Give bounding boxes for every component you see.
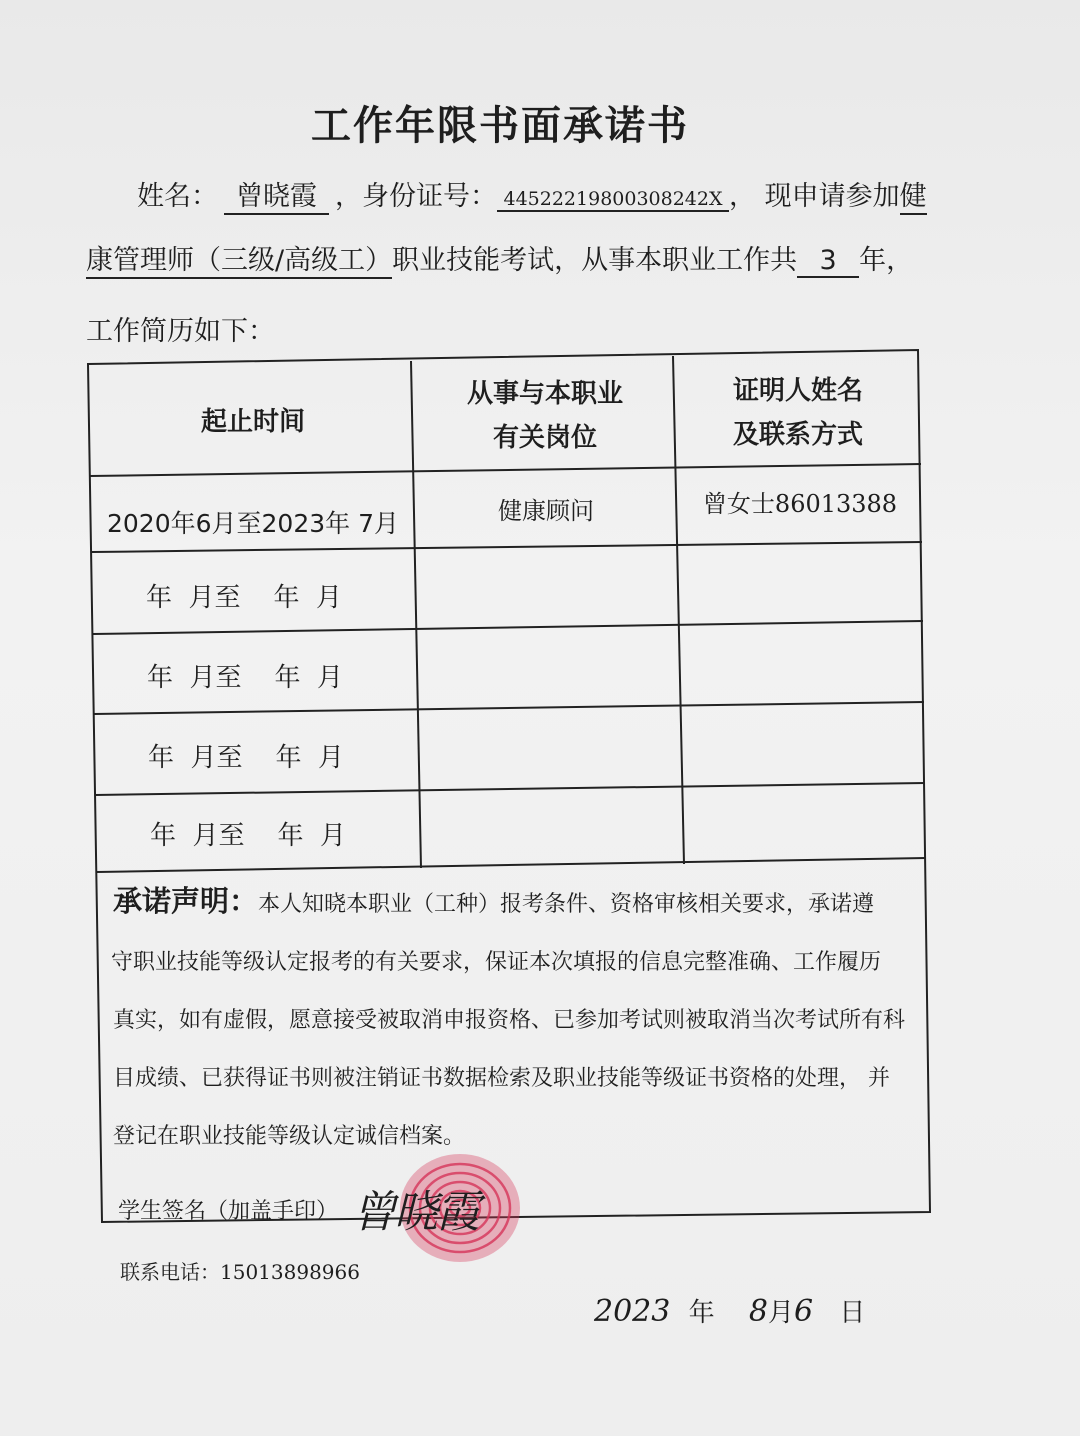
signature-label: 学生签名（加盖手印） (118, 1199, 339, 1224)
document-title: 工作年限书面承诺书 (311, 103, 689, 149)
statement-line-2: 守职业技能等级认定报考的有关要求，保证本次填报的信息完整准确、工作履历 (111, 950, 882, 975)
apply-text: ， 现申请参加 (729, 181, 900, 212)
row-1-witness: 曾女士86013388 (702, 490, 898, 518)
row-4-period: 年 月至 年 月 (147, 743, 345, 773)
header-position (414, 366, 676, 466)
header-witness-line1: 证明人姓名 (732, 376, 863, 406)
phone-number: 15013898966 (220, 1260, 360, 1284)
row-3-period: 年 月至 年 月 (146, 663, 344, 693)
row-5-period: 年 月至 年 月 (149, 821, 347, 851)
date-day-label: 日 (839, 1298, 866, 1328)
phone-label: 联系电话： (120, 1260, 220, 1284)
date-month-label: 月 (768, 1298, 795, 1328)
signature-value: 曾晓霞 (352, 1187, 478, 1238)
id-number: 44522219800308242X (497, 188, 729, 212)
statement-line-1: 承诺声明：本人知晓本职业（工种）报考条件、资格审核相关要求，承诺遵 (113, 884, 875, 918)
row-1-position: 健康顾问 (498, 497, 594, 525)
id-label: ，身份证号： (335, 181, 497, 212)
statement-line-4: 目成绩、已获得证书则被注销证书数据检索及职业技能等级证书资格的处理， 并 (113, 1066, 890, 1091)
statement-title: 承诺声明： (113, 884, 259, 918)
name-value: 曾晓霞 (224, 174, 329, 215)
statement-line-5: 登记在职业技能等级认定诚信档案。 (113, 1124, 466, 1149)
occupation-name: 康管理师（三级/高级工） (86, 238, 392, 279)
header-witness (676, 360, 920, 466)
years-suffix: 年， (859, 245, 914, 276)
row-2-period: 年 月至 年 月 (145, 583, 343, 613)
statement-line-3: 真实，如有虚假，愿意接受被取消申报资格、已参加考试则被取消当次考试所有科 (113, 1008, 906, 1033)
header-witness-line2: 及联系方式 (732, 420, 863, 450)
date-month: 8 (748, 1294, 768, 1329)
history-label: 工作简历如下： (86, 316, 275, 347)
row-1-period: 2020年6月至2023年 7月 (106, 509, 399, 538)
phone-row (120, 1256, 360, 1285)
date-row (594, 1292, 865, 1329)
header-position-line2: 有关岗位 (492, 423, 597, 453)
header-period: 起止时间 (200, 407, 305, 437)
statement-block (113, 872, 923, 1166)
date-year: 2023 (594, 1294, 671, 1329)
years-value: 3 (797, 245, 859, 278)
exam-text: 职业技能考试，从事本职业工作共 (392, 245, 798, 276)
date-day: 6 (794, 1294, 814, 1329)
date-year-label: 年 (688, 1298, 715, 1328)
occupation-start: 健 (900, 174, 927, 215)
name-label: 姓名： (137, 181, 218, 212)
header-position-line1: 从事与本职业 (466, 379, 623, 409)
